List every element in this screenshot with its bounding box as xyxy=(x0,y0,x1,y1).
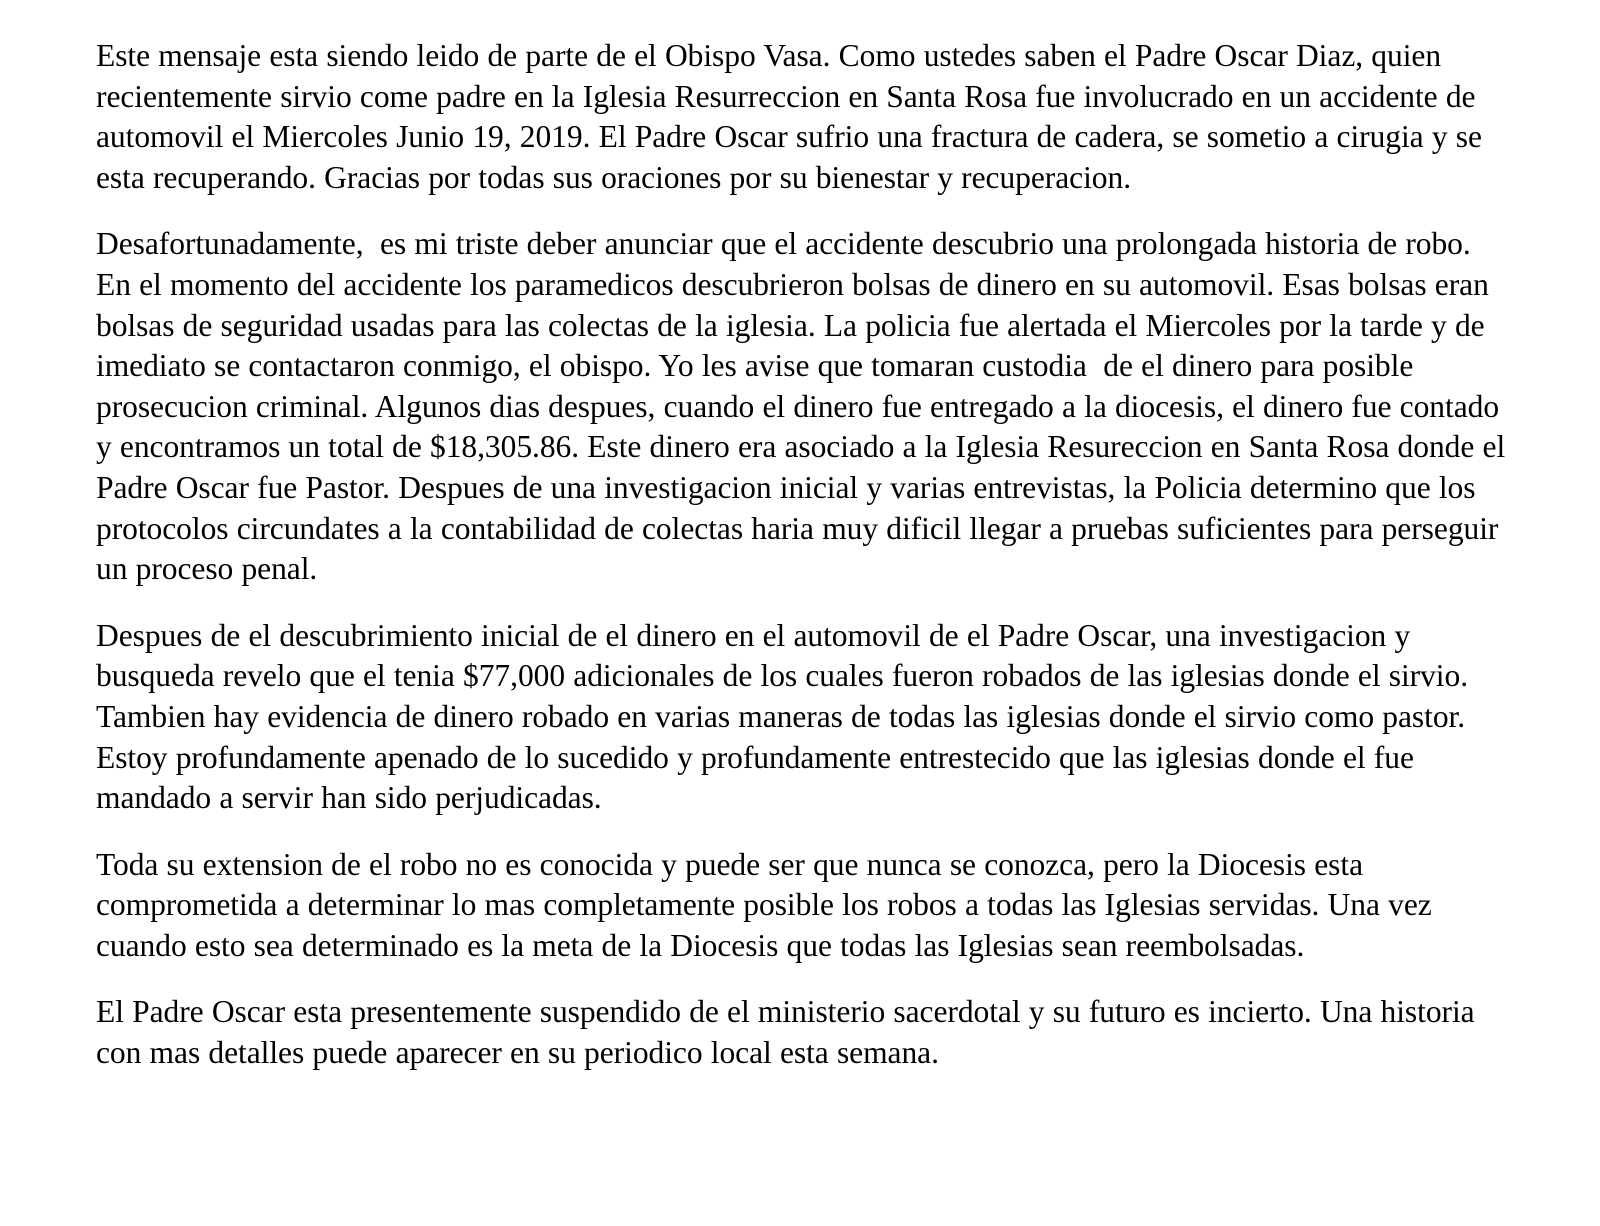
paragraph-4: Toda su extension de el robo no es conocida y puede ser que nunca se conozca, pero la Diocesis esta comprometida a determinar lo mas completamente posible los robos a todas las Iglesias servidas. Una vez cuando esto sea determinado es la meta de la Diocesis que todas las Iglesias sean reembolsadas. xyxy=(96,846,1440,963)
paragraph-5: El Padre Oscar esta presentemente suspendido de el ministerio sacerdotal y su futuro es incierto. Una historia con mas detalles puede aparecer en su periodico local esta semana. xyxy=(96,994,1483,1071)
paragraph-1: Este mensaje esta siendo leido de parte de el Obispo Vasa. Como ustedes saben el Padre Oscar Diaz, quien recientemente sirvio come padre en la Iglesia Resurreccion en Santa Rosa fue involucrado en un accidente de automovil el Miercoles Junio 19, 2019. El Padre Oscar sufrio una fractura de cadera, se sometio a cirugia y se esta recuperando. Gracias por todas sus oraciones por su bienestar y recuperacion. xyxy=(96,38,1491,195)
paragraph-2: Desafortunadamente, es mi triste deber anunciar que el accidente descubrio una prolongada historia de robo. En el momento del accidente los paramedicos descubrieron bolsas de dinero en su automovil. Esas bolsas eran bolsas de seguridad usadas para las colectas de la iglesia. La policia fue alertada el Miercoles por la tarde y de imediato se contactaron conmigo, el obispo. Yo les avise que tomaran custodia de el dinero para posible prosecucion criminal. Algunos dias despues, cuando el dinero fue entregado a la diocesis, el dinero fue contado y encontramos un total de $18,305.86. Este dinero era asociado a la Iglesia Resureccion en Santa Rosa donde el Padre Oscar fue Pastor. Despues de una investigacion inicial y varias entrevistas, la Policia determino que los protocolos circundates a la contabilidad de colectas haria muy dificil llegar a pruebas suficientes para perseguir un proceso penal. xyxy=(96,226,1514,587)
paragraph-3: Despues de el descubrimiento inicial de el dinero en el automovil de el Padre Oscar, una investigacion y busqueda revelo que el tenia $77,000 adicionales de los cuales fueron robados de las iglesias donde el sirvio. Tambien hay evidencia de dinero robado en varias maneras de todas las iglesias donde el sirvio como pastor. Estoy profundamente apenado de lo sucedido y profundamente entrestecido que las iglesias donde el fue mandado a servir han sido perjudicadas. xyxy=(96,617,1476,816)
document-body xyxy=(96,36,1514,1074)
